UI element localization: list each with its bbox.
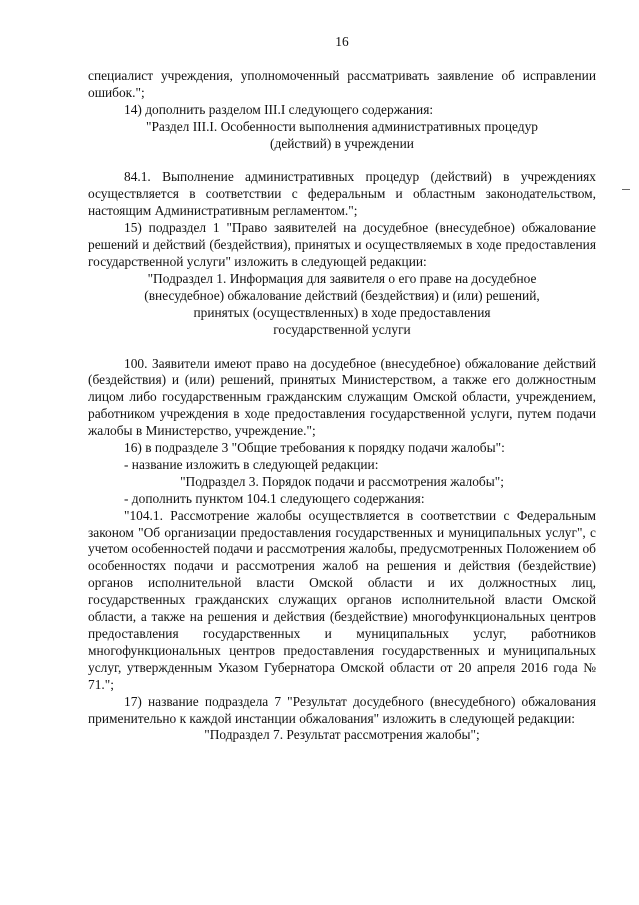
margin-mark <box>622 189 630 190</box>
paragraph-84-1: 84.1. Выполнение административных процедур (действий) в учреждениях осуществляется в соответствии с федеральным и областным законодательством, настоящим Административным регламентом."; <box>88 169 596 219</box>
spacer <box>88 339 596 356</box>
paragraph-item-15: 15) подраздел 1 "Право заявителей на досудебное (внесудебное) обжалование решений и действий (бездействия), принятых и осуществляемых в ходе предоставления государственной услуги" изложить в следующей редакции: <box>88 220 596 269</box>
subsection-3-title: "Подраздел 3. Порядок подачи и рассмотрения жалобы"; <box>180 473 504 489</box>
section-heading-line-2: (действий) в учреждении <box>270 135 414 151</box>
paragraph-add-104-1: - дополнить пунктом 104.1 следующего содержания: <box>124 490 425 506</box>
section-heading-line-1: "Раздел III.I. Особенности выполнения административных процедур <box>146 118 538 134</box>
paragraph-104-1: "104.1. Рассмотрение жалобы осуществляется в соответствии с Федеральным законом "Об организации предоставления государственных и муниципальных услуг", с учетом особенностей подачи и рассмотрения жалобы, предусмотренных Положением об особенностях подачи и рассмотрения жалоб на решения и действия (бездействие) органов исполнительной власти Омской области и их должностных лиц, государственных гражданских служащих органов исполнительной власти Омской области, а также на решения и действия (бездействие) многофункциональных центров предоставления государственных и муниципальных услуг, работников многофункциональных центров предоставления государственных и муниципальных услуг, утвержденным Указом Губернатора Омской области от 20 апреля 2016 года № 71."; <box>88 507 596 692</box>
paragraph-item-16: 16) в подразделе 3 "Общие требования к порядку подачи жалобы": <box>124 440 505 456</box>
subsection-7-title: "Подраздел 7. Результат рассмотрения жалобы"; <box>204 727 480 743</box>
subsection-heading-line-1: "Подраздел 1. Информация для заявителя о его праве на досудебное <box>147 270 537 286</box>
page-number: 16 <box>335 34 349 49</box>
subsection-heading-line-2: (внесудебное) обжалование действий (бездействия) и (или) решений, <box>144 287 540 303</box>
paragraph-continuation: специалист учреждения, уполномоченный рассматривать заявление об исправлении ошибок."; <box>88 67 596 100</box>
spacer <box>88 152 596 169</box>
paragraph-rename: - название изложить в следующей редакции: <box>124 456 379 472</box>
subsection-heading-line-3: принятых (осуществленных) в ходе предоставления <box>193 304 491 320</box>
paragraph-100: 100. Заявители имеют право на досудебное (внесудебное) обжалование действий (бездействия) и (или) решений, принятых Министерством, а также его должностным лицом либо государственным гражданским служащим Омской области, учреждением, работником учреждения в ходе предоставления государственной услуги, путем подачи жалобы в Министерство, учреждение."; <box>88 355 596 439</box>
paragraph-item-14: 14) дополнить разделом III.I следующего содержания: <box>124 101 434 117</box>
subsection-heading-line-4: государственной услуги <box>273 321 411 337</box>
document-body <box>88 34 596 744</box>
paragraph-item-17: 17) название подраздела 7 "Результат досудебного (внесудебного) обжалования применительно к каждой инстанции обжалования" изложить в следующей редакции: <box>88 693 596 726</box>
